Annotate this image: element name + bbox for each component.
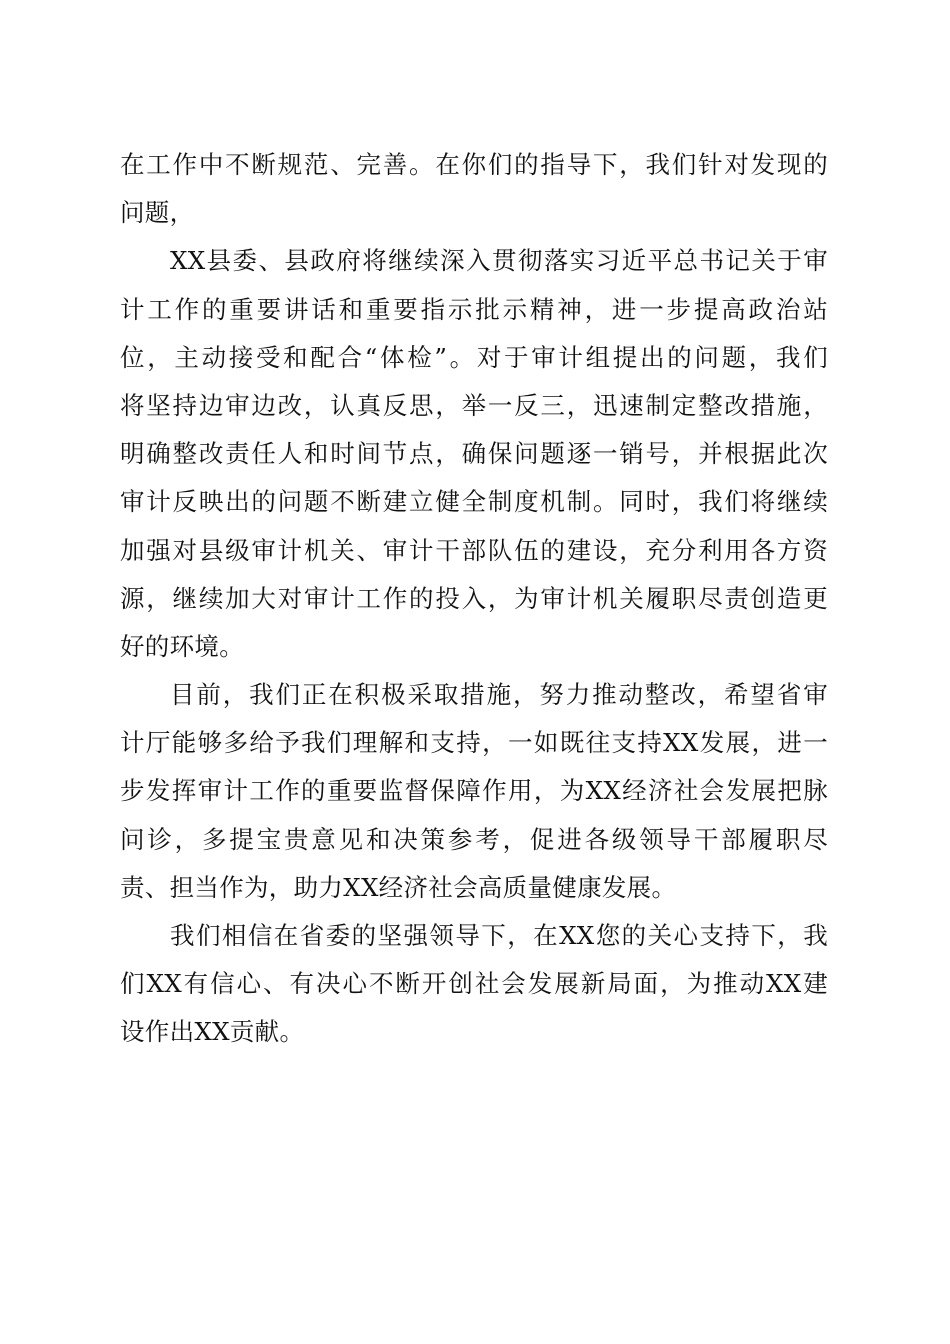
text-line: 审计反映出的问题不断建立健全制度机制。同时，我们将继续: [120, 487, 828, 517]
text-line: 计工作的重要讲话和重要指示批示精神，进一步提高政治站: [120, 294, 828, 324]
text-line: 明确整改责任人和时间节点，确保问题逐一销号，并根据此次: [120, 439, 828, 469]
text-line: 我们相信在省委的坚强领导下，在XX您的关心支持下，我: [170, 921, 828, 950]
text-line: XX县委、县政府将继续深入贯彻落实习近平总书记关于审: [170, 246, 828, 276]
text-line: 步发挥审计工作的重要监督保障作用，为XX经济社会发展把脉: [120, 776, 828, 806]
text-line: 在工作中不断规范、完善。在你们的指导下，我们针对发现的: [120, 150, 828, 179]
text-line: 计厅能够多给予我们理解和支持，一如既往支持XX发展，进一: [120, 728, 828, 758]
text-line: 目前，我们正在积极采取措施，努力推动整改，希望省审: [170, 680, 828, 710]
text-line: 责、担当作为，助力XX经济社会高质量健康发展。: [120, 872, 677, 902]
text-line: 位，主动接受和配合“体检”。对于审计组提出的问题，我们: [120, 342, 828, 372]
text-line: 源，继续加大对审计工作的投入，为审计机关履职尽责创造更: [120, 583, 828, 613]
text-line: 问诊，多提宝贵意见和决策参考，促进各级领导干部履职尽: [120, 824, 828, 854]
text-line: 们XX有信心、有决心不断开创社会发展新局面，为推动XX建: [120, 969, 828, 999]
text-line: 将坚持边审边改，认真反思，举一反三，迅速制定整改措施，: [120, 390, 828, 420]
text-line: 设作出XX贡献。: [120, 1017, 305, 1047]
text-line: 加强对县级审计机关、审计干部队伍的建设，充分利用各方资: [120, 535, 828, 565]
text-line: 问题，: [120, 198, 195, 228]
body-text: [120, 141, 828, 1057]
text-line: 好的环境。: [120, 631, 244, 661]
